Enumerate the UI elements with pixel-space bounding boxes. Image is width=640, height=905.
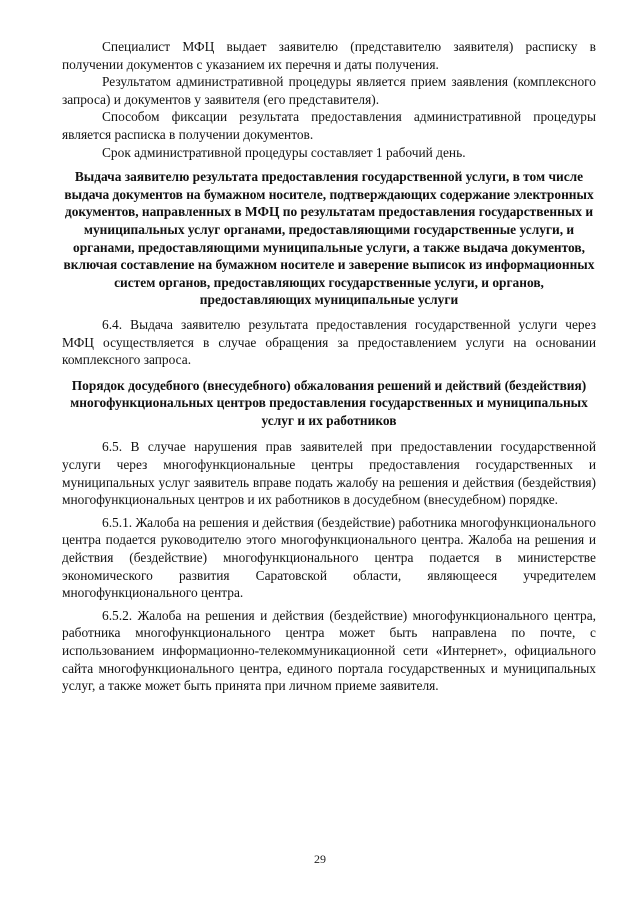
paragraph-result: Результатом административной процедуры является прием заявления (комплексного запроса) и документов у заявителя (его представителя).: [62, 74, 596, 107]
paragraph-receipt: Специалист МФЦ выдает заявителю (представителю заявителя) расписку в получении документов с указанием их перечня и даты получения.: [62, 39, 596, 72]
paragraph-6-4: 6.4. Выдача заявителю результата предоставления государственной услуги через МФЦ осуществляется в случае обращения за предоставлением услуги на основании комплексного запроса.: [62, 316, 596, 368]
page-number: 29: [314, 852, 326, 866]
paragraph-fixation-method: Способом фиксации результата предоставления административной процедуры является расписка в получении документов.: [62, 109, 596, 142]
paragraph-duration: Срок административной процедуры составляет 1 рабочий день.: [102, 144, 466, 160]
document-page: [62, 38, 596, 695]
paragraph-6-5: 6.5. В случае нарушения прав заявителей при предоставлении государственной услуги через многофункциональные центры предоставления государственных и муниципальных услуг заявитель вправе подать жалобу на решения и действия (бездействия) многофункциональных центров и их работников в досудебном (внесудебном) порядке.: [62, 439, 596, 508]
section-heading-appeal: Порядок досудебного (внесудебного) обжалования решений и действий (бездействия) многофункциональных центров предоставления государственных и муниципальных услуг и их работников: [70, 377, 588, 428]
section-heading-issuance: Выдача заявителю результата предоставления государственной услуги, в том числе выдача документов на бумажном носителе, подтверждающих содержание электронных документов, направленных в МФЦ по результатам предоставления государственных и муниципальных услуг органами, предоставляющими государственные услуги, и органами, предоставляющими муниципальные услуги, а также выдача документов, включая составление на бумажном носителе и заверение выписок из информационных систем органов, предоставляющих государственные услуги, и органов, предоставляющих муниципальные услуги: [63, 169, 595, 308]
paragraph-6-5-2: 6.5.2. Жалоба на решения и действия (бездействие) многофункционального центра, работника многофункционального центра может быть направлена по почте, с использованием информационно-телекоммуникационной сети «Интернет», официального сайта многофункционального центра, единого портала государственных и муниципальных услуг, а также может быть принята при личном приеме заявителя.: [62, 607, 596, 694]
paragraph-6-5-1: 6.5.1. Жалоба на решения и действия (бездействие) работника многофункционального центра подается руководителю этого многофункционального центра. Жалоба на решения и действия (бездействие) многофункционального центра подается в министерстве экономического развития Саратовской области, являющееся учредителем многофункционального центра.: [62, 514, 596, 601]
